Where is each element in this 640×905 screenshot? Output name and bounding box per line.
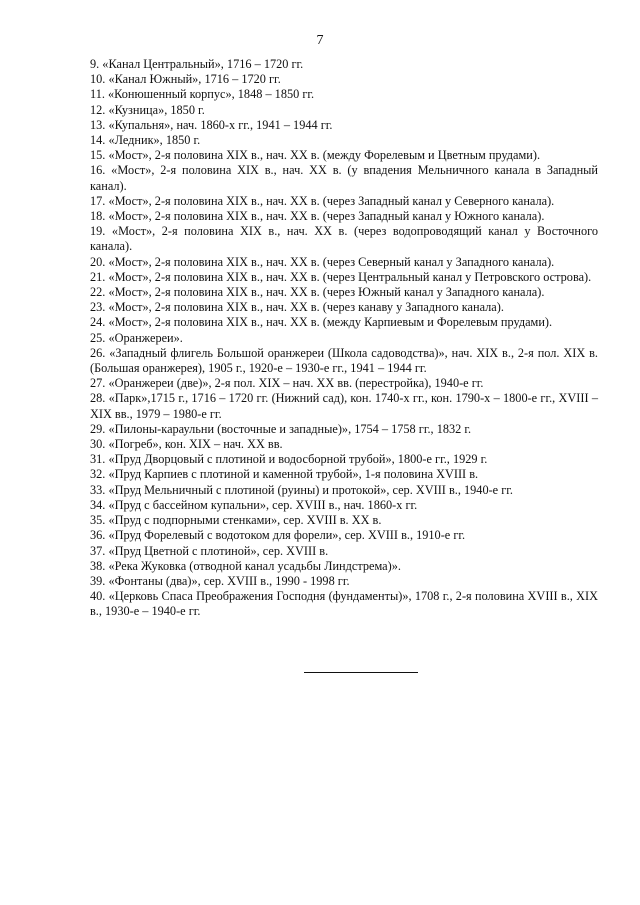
- page-number: 7: [316, 33, 324, 48]
- list-item: 40. «Церковь Спаса Преображения Господня (фундаменты)», 1708 г., 2-я половина XVIII в., XIX в., 1930-е – 1940-е гг.: [90, 589, 598, 619]
- end-of-list-rule: [304, 672, 418, 673]
- list-item: 24. «Мост», 2-я половина XIX в., нач. XX в. (между Карпиевым и Форелевым прудами).: [90, 315, 553, 330]
- list-item: 18. «Мост», 2-я половина XIX в., нач. XX в. (через Западный канал у Южного канала).: [90, 209, 545, 224]
- list-item: 9. «Канал Центральный», 1716 – 1720 гг.: [90, 57, 304, 71]
- list-item: 10. «Канал Южный», 1716 – 1720 гг.: [90, 72, 281, 87]
- list-item: 38. «Река Жуковка (отводной канал усадьбы Линдстрема)».: [90, 558, 401, 573]
- list-item: 39. «Фонтаны (два)», сер. XVIII в., 1990 - 1998 гг.: [90, 573, 350, 588]
- list-item: 29. «Пилоны-караульни (восточные и западные)», 1754 – 1758 гг., 1832 г.: [90, 421, 472, 436]
- list-item: 28. «Парк»,1715 г., 1716 – 1720 гг. (Нижний сад), кон. 1740-х гг., кон. 1790-х – 1800-е гг., XVIII – XIX вв., 1979 – 1980-е гг.: [90, 391, 598, 421]
- list-item: 30. «Погреб», кон. XIX – нач. XX вв.: [90, 437, 283, 452]
- list-item: 14. «Ледник», 1850 г.: [90, 133, 201, 148]
- list-item: 36. «Пруд Форелевый с водотоком для форели», сер. XVIII в., 1910-е гг.: [90, 528, 466, 543]
- list-item: 23. «Мост», 2-я половина XIX в., нач. XX в. (через канаву у Западного канала).: [90, 300, 504, 315]
- list-item: 20. «Мост», 2-я половина XIX в., нач. XX в. (через Северный канал у Западного канала).: [90, 254, 555, 269]
- list-item: 13. «Купальня», нач. 1860-х гг., 1941 – 1944 гг.: [90, 117, 333, 132]
- list-item: 12. «Кузница», 1850 г.: [90, 102, 205, 117]
- list-item: 26. «Западный флигель Большой оранжереи (Школа садоводства)», нач. XIX в., 2-я пол. XIX в. (Большая оранжерея), 1905 г., 1920-е – 1930-е гг., 1941 – 1944 гг.: [90, 345, 598, 376]
- list-item: 11. «Конюшенный корпус», 1848 – 1850 гг.: [90, 87, 315, 102]
- list-item: 31. «Пруд Дворцовый с плотиной и водосборной трубой», 1800-е гг., 1929 г.: [90, 452, 488, 467]
- list-item: 25. «Оранжереи».: [90, 330, 183, 345]
- list-item: 17. «Мост», 2-я половина XIX в., нач. XX в. (через Западный канал у Северного канала).: [90, 193, 555, 208]
- list-item: 22. «Мост», 2-я половина XIX в., нач. XX в. (через Южный канал у Западного канала).: [90, 285, 545, 300]
- list-item: 21. «Мост», 2-я половина XIX в., нач. XX в. (через Центральный канал у Петровского острова).: [90, 269, 592, 284]
- list-item: 35. «Пруд с подпорными стенками», сер. XVIII в. XX в.: [90, 513, 382, 528]
- list-item: 27. «Оранжереи (две)», 2-я пол. XIX – нач. XX вв. (перестройка), 1940-е гг.: [90, 376, 484, 391]
- list-item: 15. «Мост», 2-я половина XIX в., нач. XX в. (между Форелевым и Цветным прудами).: [90, 148, 541, 163]
- list-item: 37. «Пруд Цветной с плотиной», сер. XVIII в.: [90, 543, 329, 558]
- list-item: 34. «Пруд с бассейном купальни», сер. XVIII в., нач. 1860-х гг.: [90, 497, 418, 512]
- list-item: 33. «Пруд Мельничный с плотиной (руины) и протокой», сер. XVIII в., 1940-е гг.: [90, 482, 513, 497]
- list-item: 32. «Пруд Карпиев с плотиной и каменной трубой», 1-я половина XVIII в.: [90, 467, 479, 482]
- monument-list: [90, 57, 598, 620]
- list-item: 19. «Мост», 2-я половина XIX в., нач. XX в. (через водопроводящий канал у Восточного канала).: [90, 224, 598, 254]
- list-item: 16. «Мост», 2-я половина XIX в., нач. XX в. (у впадения Мельничного канала в Западный канал).: [90, 163, 598, 193]
